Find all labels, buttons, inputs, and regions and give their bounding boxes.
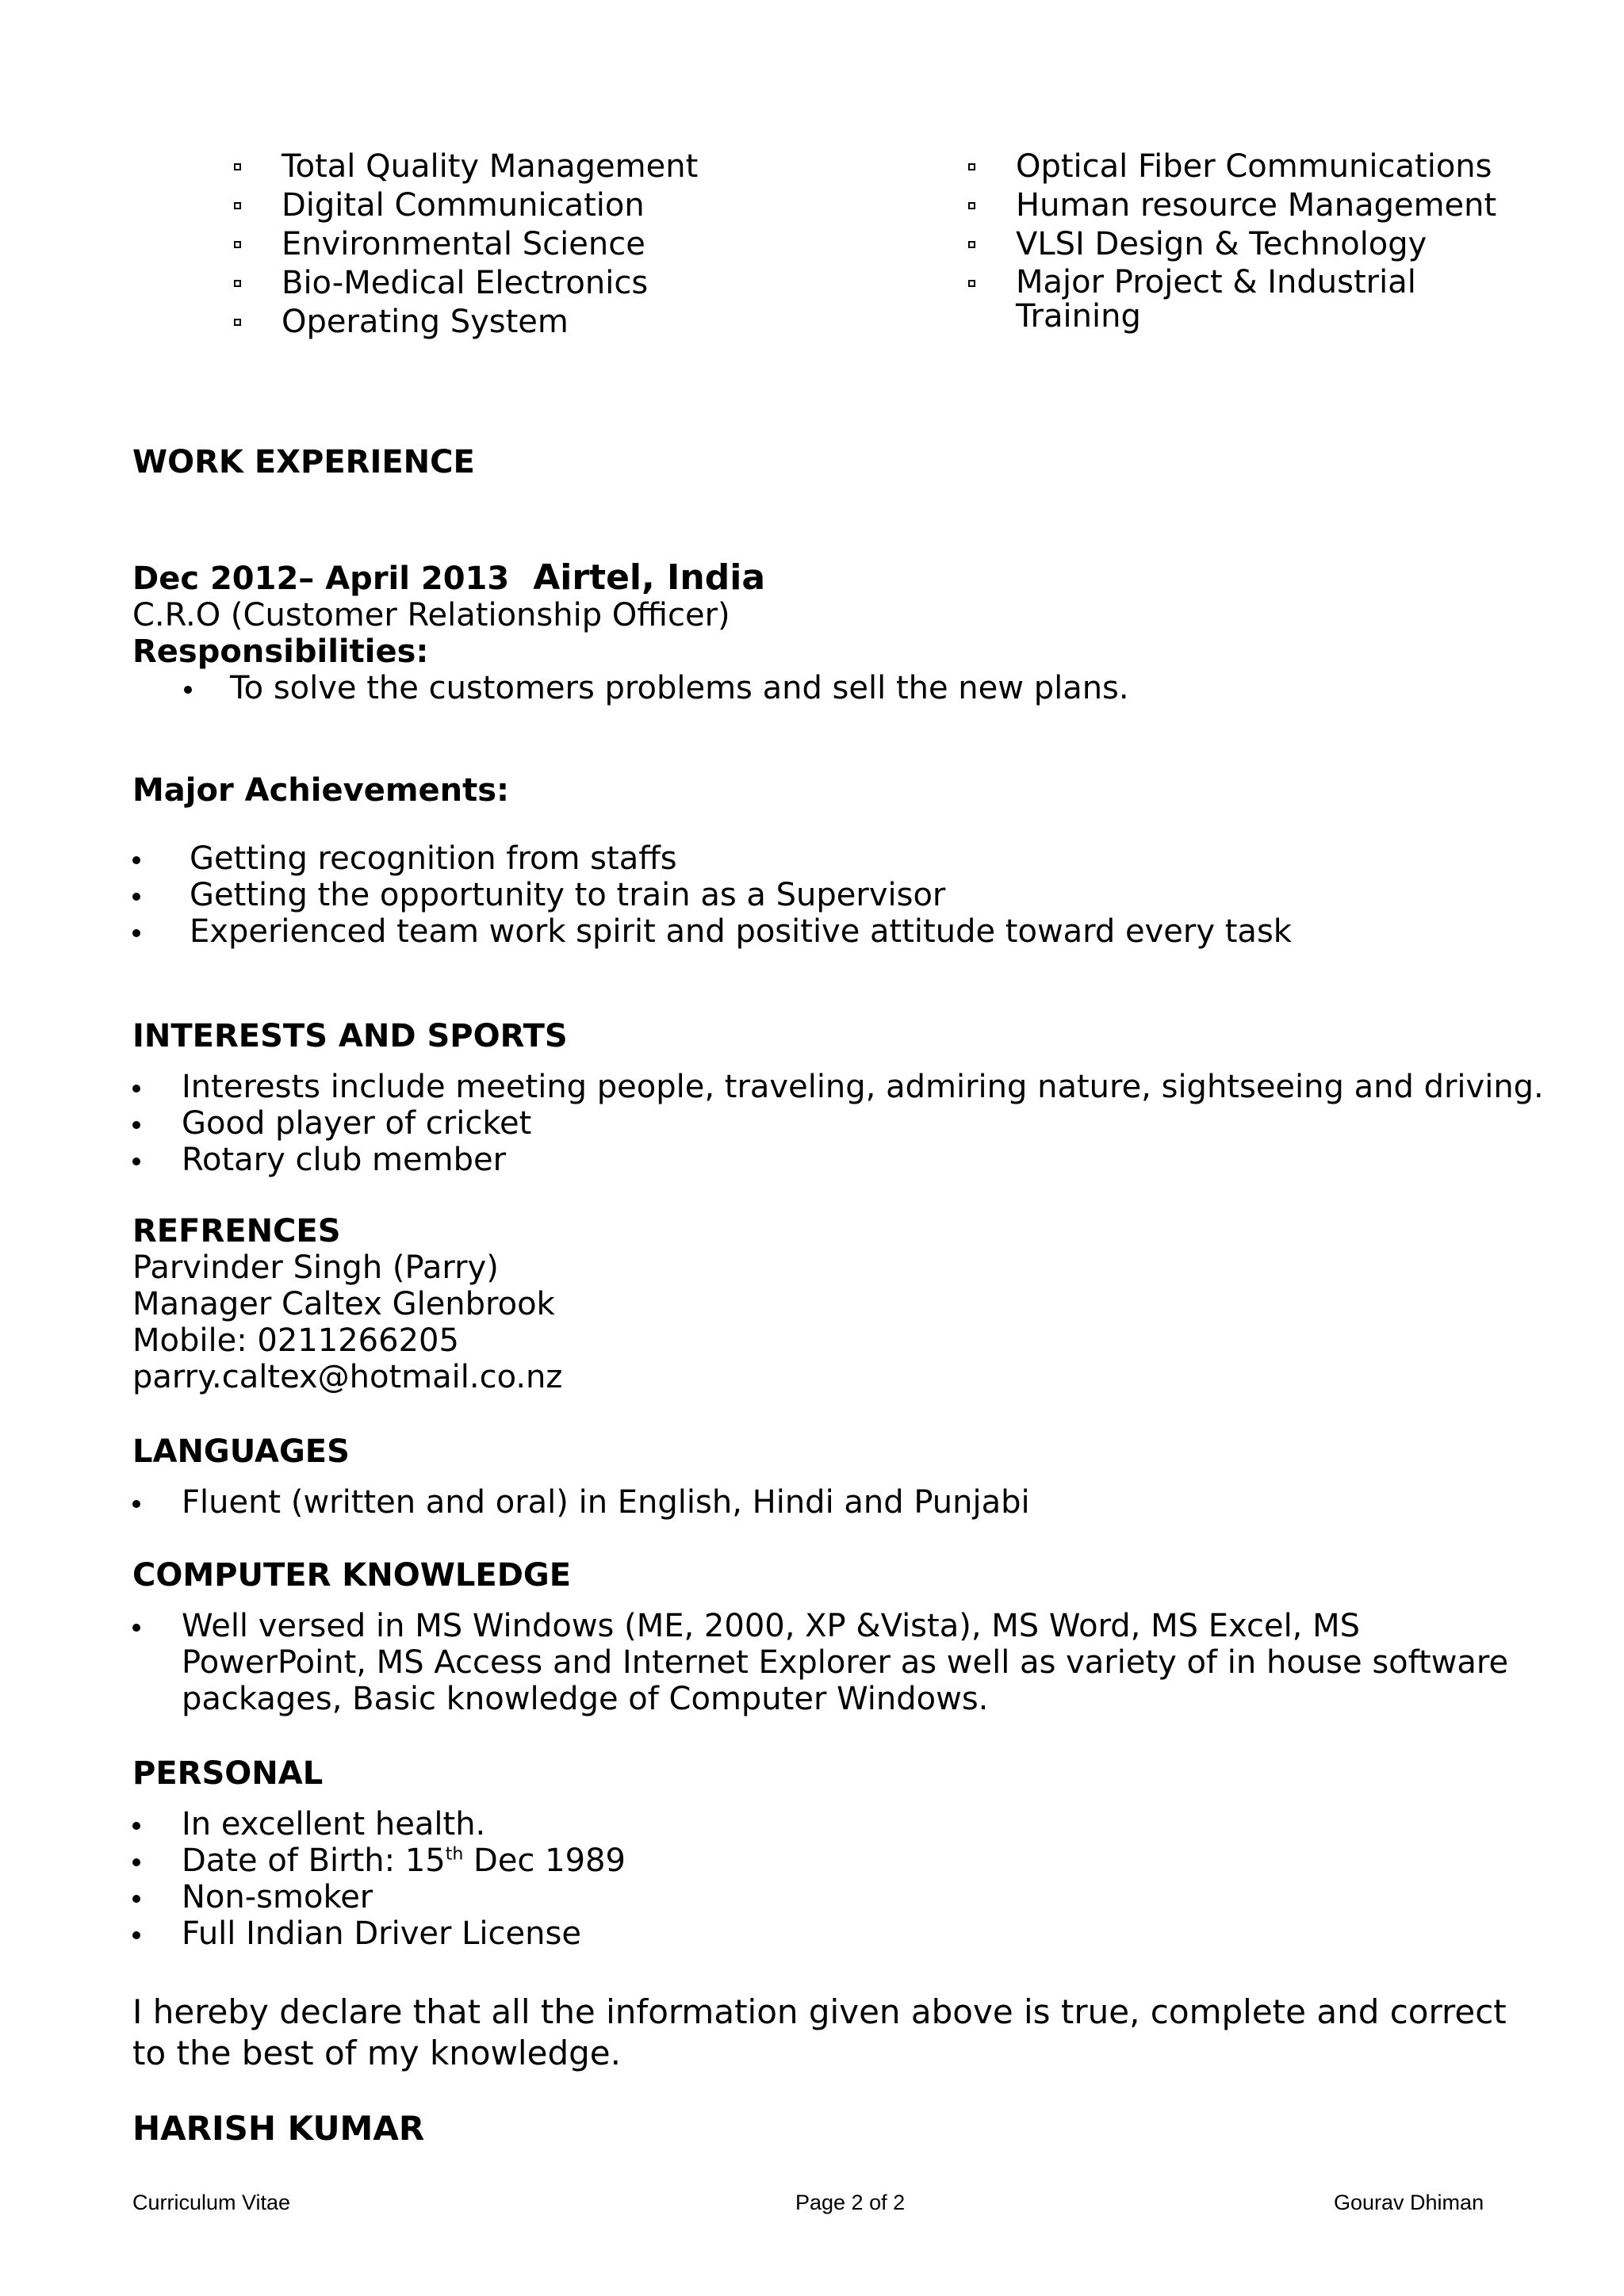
personal-list: [132, 1806, 626, 1952]
subject-label: Human resource Management: [1016, 187, 1497, 224]
list-item: [132, 913, 1292, 950]
interest-text: Interests include meeting people, traveling, admiring nature, sightseeing and driving.: [182, 1069, 1544, 1105]
list-item: [234, 303, 698, 342]
square-bullet-icon: [234, 202, 241, 209]
job-period-line: [132, 558, 765, 599]
subject-label: VLSI Design & Technology: [1016, 226, 1427, 262]
square-bullet-icon: [234, 280, 241, 287]
bullet-icon: [132, 929, 140, 937]
achievement-text: Getting the opportunity to train as a Supervisor: [190, 877, 946, 913]
list-item: [132, 1843, 626, 1879]
computer-knowledge-list: [132, 1608, 1508, 1717]
subject-label: Operating System: [282, 304, 569, 340]
list-item: [968, 264, 1496, 300]
personal-health: In excellent health.: [182, 1806, 486, 1843]
responsibilities-list: [184, 670, 1129, 706]
footer-page-number: Page 2 of 2: [795, 2191, 906, 2214]
list-item: [234, 186, 698, 225]
list-item-continued: [132, 1644, 1508, 1681]
achievement-text: Getting recognition from staffs: [190, 840, 677, 877]
list-item-continued: [968, 298, 1496, 335]
list-item: [132, 1142, 1544, 1178]
bullet-icon: [132, 1085, 140, 1093]
interests-list: [132, 1069, 1544, 1178]
bullet-icon: [132, 856, 140, 864]
computer-text-line: Well versed in MS Windows (ME, 2000, XP &Vista), MS Word, MS Excel, MS: [182, 1608, 1361, 1644]
square-bullet-icon: [234, 241, 241, 248]
bullet-icon: [132, 1121, 140, 1129]
job-role: C.R.O (Customer Relationship Officer): [132, 597, 730, 633]
bullet-icon: [132, 1858, 140, 1866]
subject-label: Digital Communication: [282, 187, 645, 224]
languages-heading: LANGUAGES: [132, 1433, 350, 1470]
dob-suffix: Dec 1989: [463, 1843, 626, 1879]
reference-mobile: Mobile: 0211266205: [132, 1322, 459, 1359]
responsibility-text: To solve the customers problems and sell the new plans.: [230, 670, 1129, 706]
languages-list: [132, 1484, 1030, 1521]
achievements-heading: Major Achievements:: [132, 772, 510, 809]
language-text: Fluent (written and oral) in English, Hindi and Punjabi: [182, 1484, 1030, 1521]
dob-prefix: Date of Birth: 15: [182, 1843, 446, 1879]
declaration-line-2: to the best of my knowledge.: [132, 2034, 621, 2072]
job-period: Dec 2012– April 2013: [132, 561, 510, 597]
square-bullet-icon: [234, 319, 241, 326]
bullet-icon: [132, 1624, 140, 1632]
list-item: [234, 147, 698, 186]
personal-dob: [182, 1843, 626, 1879]
footer-right: Gourav Dhiman: [1334, 2191, 1484, 2214]
signature-name: HARISH KUMAR: [132, 2109, 425, 2148]
reference-email: parry.caltex@hotmail.co.nz: [132, 1359, 563, 1395]
list-item: [968, 147, 1496, 186]
achievement-text: Experienced team work spirit and positive attitude toward every task: [190, 913, 1292, 950]
personal-license: Full Indian Driver License: [182, 1915, 581, 1952]
dob-superscript: th: [445, 1844, 464, 1865]
square-bullet-icon: [234, 163, 241, 170]
square-bullet-icon: [968, 163, 975, 170]
square-bullet-icon: [968, 202, 975, 209]
list-item: [132, 1484, 1030, 1521]
subjects-right-list: [968, 147, 1497, 335]
responsibilities-heading: Responsibilities:: [132, 633, 429, 670]
subject-label: Training: [1016, 298, 1141, 335]
bullet-icon: [132, 1158, 140, 1165]
computer-text-line: packages, Basic knowledge of Computer Windows.: [182, 1681, 989, 1717]
list-item: [234, 264, 698, 303]
list-item: [132, 840, 1292, 877]
list-item: [132, 1915, 626, 1952]
subject-label: Optical Fiber Communications: [1016, 148, 1492, 185]
list-item: [234, 225, 698, 264]
personal-heading: PERSONAL: [132, 1755, 324, 1792]
bullet-icon: [184, 686, 192, 694]
interest-text: Rotary club member: [182, 1142, 507, 1178]
square-bullet-icon: [968, 280, 975, 287]
interest-text: Good player of cricket: [182, 1105, 532, 1142]
reference-title: Manager Caltex Glenbrook: [132, 1286, 555, 1322]
subject-label: Environmental Science: [282, 226, 645, 262]
computer-text-line: PowerPoint, MS Access and Internet Explorer as well as variety of in house software: [182, 1644, 1509, 1681]
list-item: [968, 186, 1496, 225]
list-item: [184, 670, 1129, 706]
bullet-icon: [132, 1500, 140, 1508]
list-item: [132, 877, 1292, 913]
bullet-icon: [132, 1931, 140, 1939]
work-experience-heading: WORK EXPERIENCE: [132, 444, 475, 480]
list-item: [132, 1608, 1508, 1644]
list-item: [132, 1069, 1544, 1105]
subjects-left-list: [234, 147, 698, 342]
list-item-continued: [132, 1681, 1508, 1717]
bullet-icon: [132, 893, 140, 901]
footer-left: Curriculum Vitae: [132, 2191, 291, 2214]
declaration-line-1: I hereby declare that all the information given above is true, complete and correct: [132, 1992, 1507, 2031]
personal-smoker: Non-smoker: [182, 1879, 373, 1915]
achievements-list: [132, 840, 1292, 950]
subject-label: Bio-Medical Electronics: [282, 265, 649, 301]
square-bullet-icon: [968, 241, 975, 248]
reference-name: Parvinder Singh (Parry): [132, 1249, 499, 1286]
bullet-icon: [132, 1895, 140, 1903]
list-item: [132, 1806, 626, 1843]
subject-label: Total Quality Management: [282, 148, 699, 185]
computer-knowledge-heading: COMPUTER KNOWLEDGE: [132, 1557, 572, 1594]
subject-label: Major Project & Industrial: [1016, 264, 1416, 300]
interests-heading: INTERESTS AND SPORTS: [132, 1018, 568, 1054]
job-company: Airtel, India: [533, 557, 766, 598]
references-heading: REFRENCES: [132, 1213, 341, 1249]
list-item: [132, 1105, 1544, 1142]
bullet-icon: [132, 1822, 140, 1830]
list-item: [968, 225, 1496, 264]
list-item: [132, 1879, 626, 1915]
